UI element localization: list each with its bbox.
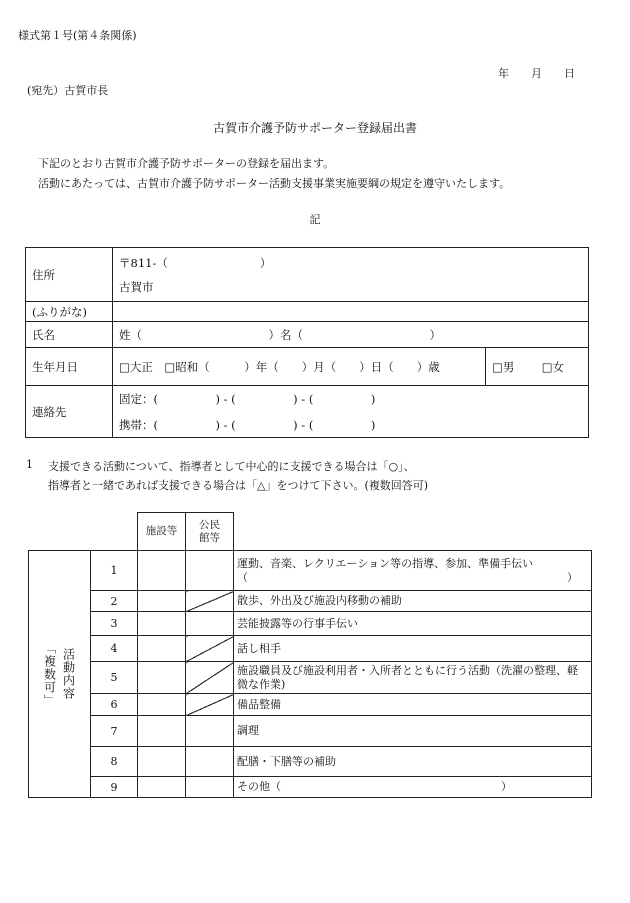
gender-male-checkbox[interactable]: □男 (492, 359, 515, 374)
addressee: (宛先）古賀市長 (27, 84, 109, 97)
activity-text: 運動、音楽、レクリエーション等の指導、参加、準備手伝い（ ） (234, 551, 592, 591)
side-label-activity: 活動内容 (61, 648, 76, 700)
row-number: 3 (91, 612, 138, 636)
question-line-1: 支援できる活動について、指導者として中心的に支援できる場合は「○」、 (48, 460, 415, 473)
furigana-label: (ふりがな) (26, 302, 113, 322)
document-title: 古賀市介護予防サポーター登録届出書 (212, 121, 417, 135)
fixed-phone-line: 固定：( ) - ( ) - ( ) (119, 391, 376, 406)
row-number: 5 (91, 662, 138, 694)
activity-text: 調理 (234, 716, 592, 747)
side-label-multiple: 「複数可」 (42, 641, 57, 707)
row-number: 6 (91, 694, 138, 716)
row-number: 4 (91, 636, 138, 662)
community-cell-disabled (186, 591, 234, 612)
activity-text: 施設職員及び施設利用者・入所者とともに行う活動（洗濯の整理、軽微な作業) (234, 662, 592, 694)
name-line: 姓（ ）名（ ） (119, 327, 441, 342)
ki-label: 記 (309, 213, 321, 226)
facility-cell[interactable] (138, 591, 186, 612)
birthdate-label: 生年月日 (26, 348, 113, 386)
form-number: 様式第１号(第４条関係) (18, 29, 137, 42)
facility-cell[interactable] (138, 551, 186, 591)
date-line: 年 月 日 (498, 67, 575, 80)
question-line-2: 指導者と一緒であれば支援できる場合は「△」をつけて下さい。(複数回答可) (48, 479, 429, 492)
question-number: 1 (26, 458, 33, 471)
community-cell-disabled (186, 662, 234, 694)
row-number: 7 (91, 716, 138, 747)
col-facility-header: 施設等 (138, 513, 186, 551)
activity-text: 散歩、外出及び施設内移動の補助 (234, 591, 592, 612)
row-number: 9 (91, 777, 138, 798)
gender-field[interactable] (486, 348, 589, 386)
name-label: 氏名 (26, 322, 113, 348)
address-field[interactable] (113, 248, 589, 302)
postal-code-line: 〒811-（ ） (119, 255, 272, 270)
birthdate-line: □大正 □昭和（ ）年（ ）月（ ）日（ ）歳 (119, 359, 440, 374)
community-cell[interactable] (186, 551, 234, 591)
row-number: 8 (91, 747, 138, 777)
activity-text: 配膳・下膳等の補助 (234, 747, 592, 777)
community-cell[interactable] (186, 612, 234, 636)
intro-line-1: 下記のとおり古賀市介護予防サポーターの登録を届出ます。 (38, 157, 335, 170)
row-number: 2 (91, 591, 138, 612)
col-community-header (186, 513, 234, 551)
address-label: 住所 (26, 248, 113, 302)
community-cell-disabled (186, 694, 234, 716)
col-community-line-1: 公民 (199, 518, 220, 531)
intro-line-2: 活動にあたっては、古賀市介護予防サポーター活動支援事業実施要綱の規定を遵守いたします。 (38, 177, 511, 190)
col-community-line-2: 館等 (199, 531, 220, 544)
activity-text: 話し相手 (234, 636, 592, 662)
facility-cell[interactable] (138, 747, 186, 777)
registrant-form (25, 247, 589, 438)
community-cell[interactable] (186, 777, 234, 798)
birthdate-field[interactable] (113, 348, 486, 386)
facility-cell[interactable] (138, 694, 186, 716)
activity-side-label (29, 551, 91, 798)
contact-field[interactable] (113, 386, 589, 438)
furigana-field[interactable] (113, 302, 589, 322)
row-number: 1 (91, 551, 138, 591)
contact-label: 連絡先 (26, 386, 113, 438)
community-cell-disabled (186, 636, 234, 662)
activity-text: その他（ ） (234, 777, 592, 798)
activity-text: 芸能披露等の行事手伝い (234, 612, 592, 636)
facility-cell[interactable] (138, 662, 186, 694)
community-cell[interactable] (186, 716, 234, 747)
city-text: 古賀市 (119, 279, 154, 294)
gender-female-checkbox[interactable]: □女 (541, 359, 565, 374)
activity-text: 備品整備 (234, 694, 592, 716)
activities-table (28, 512, 592, 798)
facility-cell[interactable] (138, 716, 186, 747)
community-cell[interactable] (186, 747, 234, 777)
mobile-phone-line: 携帯：( ) - ( ) - ( ) (119, 417, 376, 432)
name-field[interactable] (113, 322, 589, 348)
facility-cell[interactable] (138, 777, 186, 798)
facility-cell[interactable] (138, 636, 186, 662)
facility-cell[interactable] (138, 612, 186, 636)
